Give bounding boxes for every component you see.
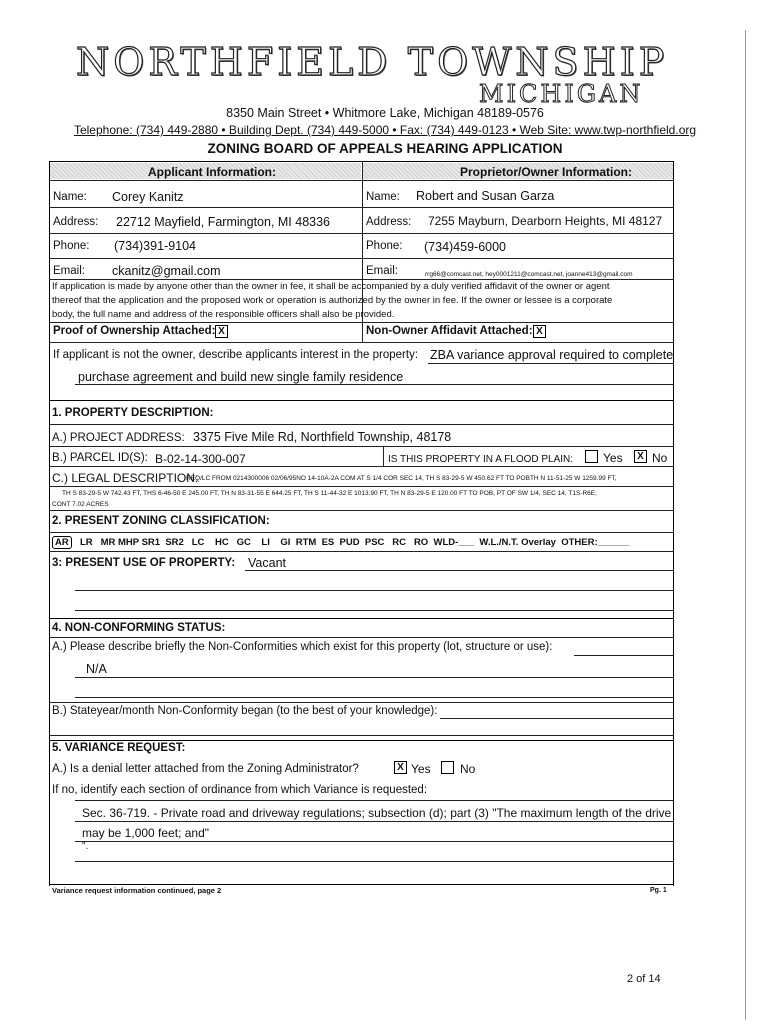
applicant-name-label: Name:	[53, 191, 87, 203]
applicant-email: ckanitz@gmail.com	[112, 264, 221, 278]
applicant-address-label: Address:	[53, 216, 99, 228]
denial-letter-yes-checkbox[interactable]: X	[394, 761, 407, 774]
scan-edge	[745, 30, 746, 1020]
rule	[49, 446, 674, 447]
rule	[75, 841, 673, 842]
rule	[49, 735, 674, 736]
rule	[574, 655, 673, 656]
section-4-heading: 4. NON-CONFORMING STATUS:	[52, 622, 226, 634]
interest-answer-line-2: purchase agreement and build new single family residence	[78, 370, 404, 384]
rule	[49, 532, 674, 533]
form-left-border	[49, 161, 50, 886]
ordinance-line-1: Sec. 36-719. - Private road and driveway regulations; subsection (d); part (3) "The maximum length of the drive	[82, 806, 672, 820]
non-conformities-value: N/A	[86, 662, 107, 676]
rule	[75, 821, 673, 822]
rule	[75, 800, 673, 801]
rule	[383, 446, 384, 466]
township-contact-line: Telephone: (734) 449-2880 • Building Dept. (734) 449-5000 • Fax: (734) 449-0123 • Web Site: www.twp-northfield.org	[73, 123, 697, 137]
rule	[49, 322, 674, 323]
rule	[49, 551, 674, 552]
section-5-top-rule	[49, 740, 674, 741]
non-conformity-began-label: B.) Stateyear/month Non-Conformity began (to the best of your knowledge):	[52, 705, 438, 717]
township-logo-state: MICHIGAN	[479, 80, 644, 108]
rule	[49, 207, 674, 208]
rule	[245, 570, 673, 571]
rule	[75, 610, 673, 611]
project-address: 3375 Five Mile Rd, Northfield Township, 48178	[193, 430, 452, 444]
rule	[440, 718, 673, 719]
denial-letter-no-checkbox[interactable]	[441, 761, 454, 774]
rule	[75, 861, 673, 862]
owner-address-label: Address:	[366, 216, 412, 228]
parcel-id: B-02-14-300-007	[155, 452, 246, 466]
applicant-name: Corey Kanitz	[112, 190, 184, 204]
parcel-id-label: B.) PARCEL ID(S):	[52, 452, 148, 464]
owner-phone-label: Phone:	[366, 240, 403, 252]
section-1-heading: 1. PROPERTY DESCRIPTION:	[52, 407, 214, 419]
applicant-address: 22712 Mayfield, Farmington, MI 48336	[116, 215, 331, 229]
ordinance-line-2: may be 1,000 feet; and"	[82, 826, 210, 840]
owner-name: Robert and Susan Garza	[416, 189, 555, 203]
legal-description-line-3: CONT 7.02 ACRES	[52, 501, 109, 508]
section-4-top-rule	[49, 618, 674, 619]
owner-name-label: Name:	[366, 191, 400, 203]
ordinance-section-label: If no, identify each section of ordinance from which Variance is requested:	[52, 784, 428, 796]
rule	[75, 590, 673, 591]
denial-letter-label: A.) Is a denial letter attached from the Zoning Administrator?	[52, 763, 359, 775]
form-page-label: Pg. 1	[650, 887, 667, 894]
notice-line-3: body, the full name and address of the responsible officers shall also be provided.	[52, 309, 395, 320]
rule	[75, 697, 673, 698]
non-owner-affidavit-checkbox[interactable]: X	[533, 325, 546, 338]
continued-note: Variance request information continued, page 2	[52, 886, 222, 895]
flood-plain-yes-label: Yes	[603, 451, 623, 465]
flood-plain-no-label: No	[652, 451, 668, 465]
ordinance-line-3: ".	[82, 841, 89, 852]
rule	[428, 363, 673, 364]
owner-heading: Proprietor/Owner Information:	[460, 165, 633, 179]
legal-description-label: C.) LEGAL DESCRIPTION:	[52, 471, 199, 485]
rule	[49, 466, 674, 467]
rule	[49, 180, 674, 181]
interest-label: If applicant is not the owner, describe applicants interest in the property:	[53, 349, 419, 361]
non-owner-affidavit-label: Non-Owner Affidavit Attached:	[366, 325, 533, 337]
applicant-email-label: Email:	[53, 265, 85, 277]
section-1-top-rule	[49, 400, 674, 401]
legal-description-line-2: TH S 83-29-5 W 742.43 FT, THS 6-46-50 E 245.00 FT, TH N 83-31-55 E 644.25 FT, TH S 11-44-32 E 1013.90 FT, TH N 83-29-5 E 120.00 FT TO POB, PT OF SW 1/4, SEC 14, T1S-R6E;	[62, 490, 597, 497]
township-logo-title: NORTHFIELD TOWNSHIP	[76, 40, 669, 84]
owner-phone: (734)459-6000	[424, 240, 507, 254]
form-title: ZONING BOARD OF APPEALS HEARING APPLICATION	[207, 141, 563, 156]
township-address: 8350 Main Street • Whitmore Lake, Michigan 48189-0576	[226, 106, 544, 120]
rule	[49, 279, 674, 280]
present-use-value: Vacant	[248, 556, 286, 570]
non-conformities-label: A.) Please describe briefly the Non-Conformities which exist for this property (lot, structure or use):	[52, 641, 553, 653]
proof-of-ownership-checkbox[interactable]: X	[215, 325, 228, 338]
rule	[49, 258, 674, 259]
rule	[49, 637, 674, 638]
zoning-selected-ar[interactable]: AR	[52, 536, 72, 549]
rule	[75, 677, 673, 678]
rule	[49, 486, 674, 487]
rule	[49, 233, 674, 234]
owner-email: rrg66@comcast.net, hey0001211@comcast.net, joanne413@gmail.com	[425, 271, 633, 278]
form-bottom-border	[49, 884, 674, 885]
denial-letter-no-label: No	[460, 762, 476, 776]
legal-description-line-1: REQ/LC FROM 0214300006 02/06/95NO 14-10A-2A COM AT S 1/4 COR SEC 14, TH S 83-29-5 W 450.62 FT TO POBTH N 11-51-25 W 1259.99 FT,	[186, 475, 617, 482]
interest-answer-line-1: ZBA variance approval required to complete	[430, 348, 674, 362]
project-address-label: A.) PROJECT ADDRESS:	[52, 432, 185, 444]
rule	[49, 510, 674, 511]
flood-plain-no-checkbox[interactable]: X	[634, 450, 647, 463]
notice-line-2: thereof that the application and the proposed work or operation is authorized by the owner in fee. If the owner or lessee is a corporate	[52, 295, 613, 306]
flood-plain-yes-checkbox[interactable]	[585, 450, 598, 463]
notice-line-1: If application is made by anyone other than the owner in fee, it shall be accompanied by a duly verified affidavit of the owner or agent	[52, 281, 610, 292]
zoning-options: LR MR MHP SR1 SR2 LC HC GC LI GI RTM ES PUD PSC RC RO WLD-___ W.L./N.T. Overlay OTHER:______	[80, 537, 630, 548]
section-2-heading: 2. PRESENT ZONING CLASSIFICATION:	[52, 515, 270, 527]
document-page-number: 2 of 14	[627, 973, 661, 985]
owner-address: 7255 Mayburn, Dearborn Heights, MI 48127	[428, 214, 663, 228]
denial-letter-yes-label: Yes	[411, 762, 431, 776]
applicant-phone-label: Phone:	[53, 240, 90, 252]
rule	[49, 342, 674, 343]
rule	[49, 702, 674, 703]
applicant-phone: (734)391-9104	[114, 239, 197, 253]
rule	[49, 424, 674, 425]
owner-email-label: Email:	[366, 265, 398, 277]
flood-plain-label: IS THIS PROPERTY IN A FLOOD PLAIN:	[388, 454, 574, 465]
section-5-heading: 5. VARIANCE REQUEST:	[52, 742, 186, 754]
rule	[75, 384, 673, 385]
section-3-heading: 3: PRESENT USE OF PROPERTY:	[52, 557, 236, 569]
proof-of-ownership-label: Proof of Ownership Attached:	[53, 325, 216, 337]
applicant-heading: Applicant Information:	[148, 165, 276, 179]
form-right-border	[673, 161, 674, 886]
